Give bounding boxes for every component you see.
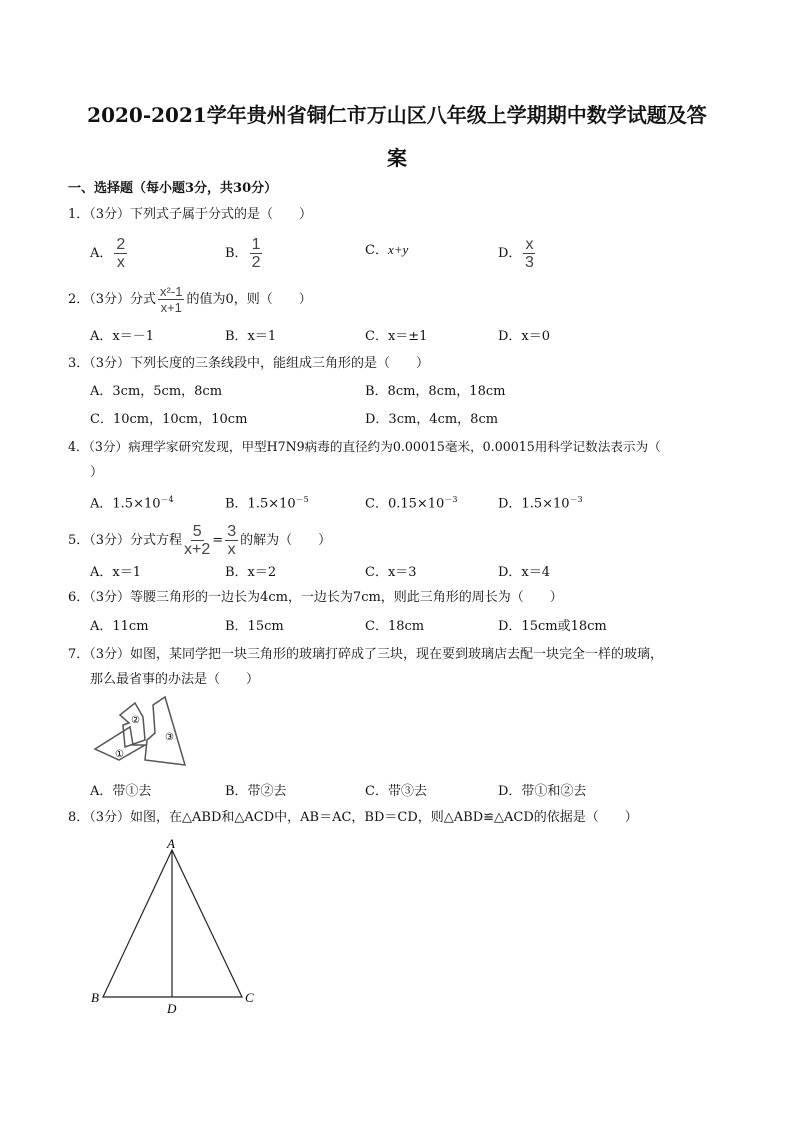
q1-option-d: D． $\frac{x}{3}$ (498, 236, 534, 271)
q3-option-b: B．8cm，8cm，18cm (365, 384, 506, 399)
q3-option-c: C．10cm，10cm，10cm (90, 412, 248, 427)
q5-option-b: B．x＝2 (225, 565, 277, 580)
q4-option-a: A．$1.5\times 10^{-4}$ (90, 495, 174, 512)
q6-stem: 6．（3分）等腰三角形的一边长为4cm，一边长为7cm，则此三角形的周长为（ ） (68, 590, 563, 605)
piece-2-label: ② (131, 715, 140, 726)
q1-option-b: B． $\frac{1}{2}$ (225, 236, 261, 271)
q1-option-c: C．x+y (365, 242, 409, 258)
q2-option-d: D．x＝0 (498, 329, 551, 344)
q3-option-a: A．3cm，5cm，8cm (90, 384, 223, 399)
q7-option-c: C．带③去 (365, 784, 427, 799)
q6-option-b: B．15cm (225, 619, 284, 634)
q4-option-d: D．$1.5\times 10^{-3}$ (498, 495, 583, 512)
q8-stem: 8．（3分）如图，在△ABD和△ACD中，AB＝AC，BD＝CD，则△ABD≌△ACD的依据是（ ） (68, 810, 638, 825)
vertex-d-label: D (167, 1001, 177, 1016)
piece-1-label: ① (115, 749, 124, 760)
q4-stem: 4．（3分）病理学家研究发现，甲型H7N9病毒的直径约为0.00015毫米，0.00015用科学记数法表示为（ (68, 439, 661, 454)
title-line1: 2020-2021学年贵州省铜仁市万山区八年级上学期期中数学试题及答 (87, 103, 707, 127)
section-heading: 一、选择题（每小题3分，共30分） (68, 181, 278, 196)
q7-option-d: D．带①和②去 (498, 784, 587, 799)
triangle-abc-figure (85, 835, 265, 1020)
vertex-b-label: B (91, 990, 99, 1005)
q4-option-b: B．$1.5\times 10^{-5}$ (225, 495, 309, 512)
q5-option-a: A．x＝1 (90, 565, 141, 580)
q2-option-b: B．x＝1 (225, 329, 277, 344)
q1-stem: 1．（3分）下列式子属于分式的是（ ） (68, 207, 313, 222)
q4-stem-close: ） (90, 465, 104, 480)
q5-option-c: C．x＝3 (365, 565, 417, 580)
q5-option-d: D．x＝4 (498, 565, 551, 580)
q3-stem: 3．（3分）下列长度的三条线段中，能组成三角形的是（ ） (68, 356, 430, 371)
vertex-c-label: C (245, 990, 254, 1005)
q7-stem-cont: 那么最省事的办法是（ ） (90, 672, 260, 687)
q2-option-a: A．x＝－1 (90, 329, 154, 344)
q2-stem: 2．（3分）分式 $\frac{\text{x²-1}}{x+1}$ 的值为0，则（ ） (68, 284, 312, 315)
title-line2: 案 (387, 146, 407, 170)
q3-option-d: D．3cm，4cm，8cm (365, 412, 499, 427)
q7-option-b: B．带②去 (225, 784, 287, 799)
q6-option-c: C．18cm (365, 619, 425, 634)
q2-option-c: C．x＝±1 (365, 329, 428, 344)
vertex-a-label: A (167, 836, 175, 851)
broken-glass-figure (85, 695, 205, 780)
q1-option-a: A． $\frac{2}{x}$ (90, 236, 126, 271)
q6-option-a: A．11cm (90, 619, 149, 634)
q7-stem: 7．（3分）如图，某同学把一块三角形的玻璃打碎成了三块，现在要到玻璃店去配一块完全一样的玻璃， (68, 647, 664, 662)
q5-stem: 5．（3分）分式方程 $\frac{5}{x+2}$ = $\frac{3}{x}$ 的解为（ ） (68, 523, 332, 558)
q7-option-a: A．带①去 (90, 784, 152, 799)
q6-option-d: D．15cm或18cm (498, 619, 607, 634)
q4-option-c: C．$0.15\times 10^{-3}$ (365, 495, 458, 512)
piece-3-label: ③ (165, 732, 174, 743)
